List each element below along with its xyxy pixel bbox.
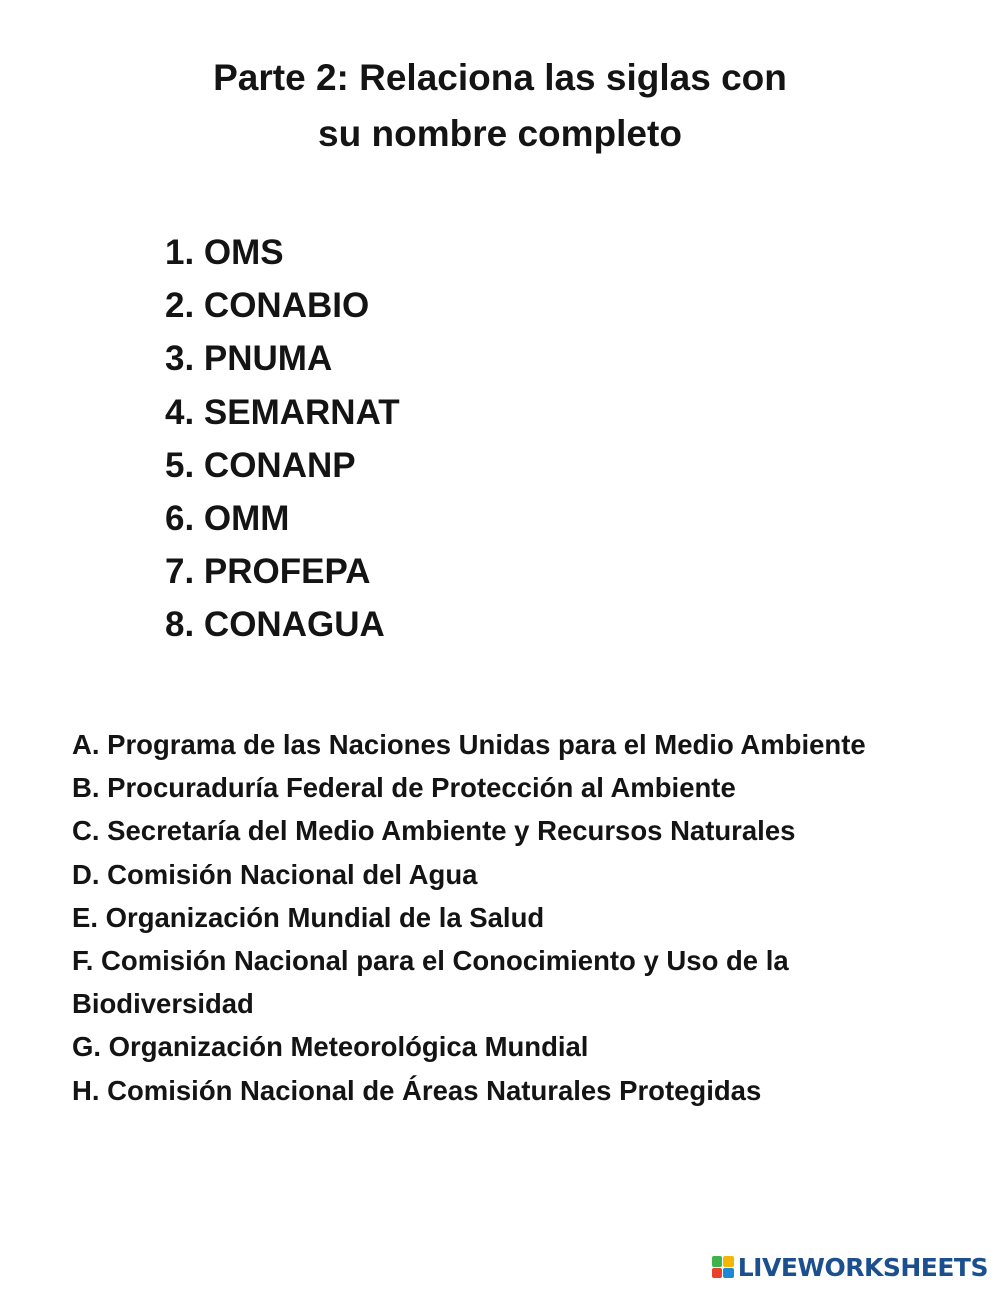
logo-square bbox=[712, 1268, 723, 1279]
full-name-item: F. Comisión Nacional para el Conocimiento y Uso de la Biodiversidad bbox=[72, 945, 789, 1020]
liveworksheets-brand bbox=[712, 1250, 988, 1284]
acronym-item: 1. OMS bbox=[165, 233, 284, 272]
full-name-item: E. Organización Mundial de la Salud bbox=[72, 901, 545, 933]
full-name-item: C. Secretaría del Medio Ambiente y Recursos Naturales bbox=[72, 815, 796, 847]
brand-text: LIVEWORKSHEETS bbox=[737, 1252, 988, 1282]
page-title bbox=[0, 50, 1000, 162]
title-line-2: su nombre completo bbox=[318, 113, 682, 154]
acronym-item: 2. CONABIO bbox=[165, 286, 370, 326]
full-name-item: B. Procuraduría Federal de Protección al Ambiente bbox=[72, 772, 736, 804]
acronym-item: 3. PNUMA bbox=[165, 339, 333, 379]
acronym-item: 6. OMM bbox=[165, 499, 290, 539]
acronym-item: 5. CONANP bbox=[165, 445, 356, 485]
title-line-1: Parte 2: Relaciona las siglas con bbox=[213, 57, 787, 98]
logo-square bbox=[723, 1268, 734, 1279]
full-name-item: H. Comisión Nacional de Áreas Naturales Protegidas bbox=[72, 1074, 762, 1106]
full-name-item: D. Comisión Nacional del Agua bbox=[72, 858, 478, 890]
full-name-item: G. Organización Meteorológica Mundial bbox=[72, 1031, 589, 1063]
logo-square bbox=[712, 1256, 723, 1267]
acronym-item: 7. PROFEPA bbox=[165, 552, 371, 592]
full-name-list bbox=[72, 723, 952, 1112]
liveworksheets-logo-icon bbox=[712, 1256, 734, 1278]
full-name-item: A. Programa de las Naciones Unidas para el Medio Ambiente bbox=[72, 729, 866, 760]
acronym-item: 8. CONAGUA bbox=[165, 605, 385, 645]
acronym-list bbox=[165, 226, 400, 652]
acronym-item: 4. SEMARNAT bbox=[165, 392, 400, 432]
logo-square bbox=[723, 1256, 734, 1267]
